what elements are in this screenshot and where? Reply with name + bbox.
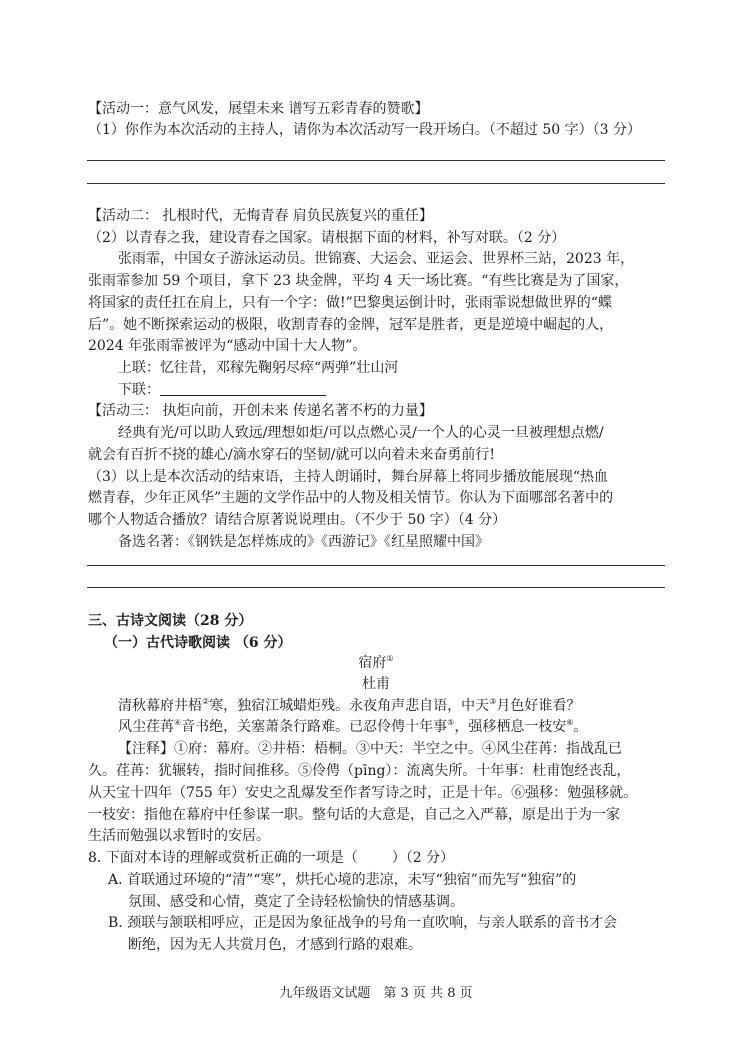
material-line-5: 2024 年张雨霏被评为“感动中国十大人物”。 <box>88 338 367 354</box>
question-8-stem <box>88 849 454 867</box>
material-line-3: 将国家的责任扛在肩上，只有一个字：做!”巴黎奥运倒计时，张雨霏说想做世界的“蝶 <box>88 295 612 311</box>
notes-line-3: 从天宝十四年（755 年）安史之乱爆发至作者写诗之时，正是十年。⑥强移：勉强移就。 <box>88 785 638 801</box>
material-line-4: 后”。她不断探索运动的极限，收割青春的金牌，冠军是胜者，更是逆境中崛起的人， <box>88 317 614 333</box>
poem-title <box>326 654 426 672</box>
activity1-question: （1）你作为本次活动的主持人，请你为本次活动写一段开场白。（不超过 50 字）（3 分） <box>88 122 641 138</box>
activity3-heading: 【活动三： 执炬向前，开创未来 传递名著不朽的力量】 <box>88 403 433 419</box>
couplet-upper: 上联：忆往昔，邓稼先鞠躬尽瘁“两弹”壮山河 <box>118 360 399 376</box>
note-marker-4: ④ <box>174 718 182 727</box>
page-footer: 九年级语文试题 第 3 页 共 8 页 <box>279 986 473 1001</box>
closing-poem-line-1: 经典有光/可以助人致远/理想如炬/可以点燃心灵/一个人的心灵一旦被理想点燃/ <box>118 425 604 441</box>
poem-line-1-a: 清秋幕府井梧 <box>118 698 202 714</box>
notes-line-2: 久。荏苒：犹辗转，指时间推移。⑤伶俜（pīng）：流离失所。十年事：杜甫饱经丧乱， <box>88 763 631 779</box>
activity3-question-line-2: 燃青春，少年正风华”主题的文学作品中的人物及相关情节。你认为下面哪部名著中的 <box>88 490 614 506</box>
couplet-lower-blank[interactable] <box>160 381 326 396</box>
poem-title-note: ① <box>386 654 394 663</box>
note-marker-6: ⑥ <box>566 718 574 727</box>
closing-poem-line-2: 就会有百折不挠的雄心/滴水穿石的坚韧/就可以向着未来奋勇前行! <box>88 447 496 463</box>
section-title: 三、古诗文阅读（28 分） <box>88 613 253 629</box>
question-8-stem-b: ）（2 分） <box>391 850 455 866</box>
activity2-question: （2）以青春之我，建设青春之国家。请根据下面的材料，补写对联。（2 分） <box>88 230 566 246</box>
question-8-stem-a: 8. 下面对本诗的理解或赏析正确的一项是（ <box>88 850 358 866</box>
poem-title-text: 宿府 <box>358 655 387 671</box>
note-marker-3: ③ <box>489 697 497 706</box>
couplet-lower-label: 下联： <box>118 382 160 398</box>
notes-line-1: 【注释】①府：幕府。②井梧：梧桐。③中天：半空之中。④风尘荏苒：指战乱已 <box>118 741 622 757</box>
notes-line-4: 一枝安：指他在幕府中任参谋一职。整句话的大意是，自己之入严幕，原是出于为一家 <box>88 807 620 823</box>
subsection-title: （一）古代诗歌阅读 （6 分） <box>104 635 292 651</box>
answer-line-4 <box>87 587 665 588</box>
poem-line-1-c: 月色好谁看？ <box>496 698 581 714</box>
option-a-line-1: A. 首联通过环境的“清”“寒”，烘托心境的悲凉，未写“独宿”而先写“独宿”的 <box>108 872 577 888</box>
poem-line-1 <box>118 697 580 715</box>
material-line-2: 张雨霏参加 59 个项目，拿下 23 块金牌，平均 4 天一场比赛。“有些比赛是为了国家， <box>88 273 629 289</box>
material-line-1: 张雨霏，中国女子游泳运动员。世锦赛、大运会、亚运会、世界杯三站，2023 年， <box>118 251 635 267</box>
poem-author: 杜甫 <box>362 676 390 692</box>
option-b-line-1: B. 颈联与颔联相呼应，正是因为象征战争的号角一直吹响，与亲人联系的音书才会 <box>108 915 618 931</box>
poem-line-2 <box>118 718 588 736</box>
answer-line-3 <box>87 565 665 566</box>
note-marker-2: ② <box>202 697 210 706</box>
activity2-heading: 【活动二： 扎根时代，无悔青春 肩负民族复兴的重任】 <box>88 208 433 224</box>
activity3-question-line-1: （3）以上是本次活动的结束语，主持人朗诵时，舞台屏幕上将同步播放能展现“热血 <box>88 469 609 485</box>
notes-line-5: 生活而勉强以求暂时的安居。 <box>88 828 270 844</box>
poem-line-1-b: 寒，独宿江城蜡炬残。永夜角声悲自语，中天 <box>209 698 490 714</box>
poem-line-2-c: ，强移栖息一枝安 <box>454 719 567 735</box>
poem-line-2-d: 。 <box>573 719 588 735</box>
poem-line-2-b: 音书绝，关塞萧条行路难。已忍伶俜十年事 <box>181 719 448 735</box>
poem-line-2-a: 风尘荏苒 <box>118 719 174 735</box>
note-marker-5: ⑤ <box>447 718 455 727</box>
option-a-line-2: 氛围、感受和心情，奠定了全诗轻松愉快的情感基调。 <box>128 894 464 910</box>
activity1-heading: 【活动一：意气风发，展望未来 谱写五彩青春的赞歌】 <box>88 101 429 117</box>
activity3-question-line-3: 哪个人物适合播放？请结合原著说说理由。（不少于 50 字）（4 分） <box>88 512 507 528</box>
option-b-line-2: 断绝，因为无人共赏月色，才感到行路的艰难。 <box>128 937 422 953</box>
answer-line-1 <box>87 160 665 161</box>
couplet-lower <box>118 381 326 399</box>
answer-line-2 <box>87 183 665 184</box>
candidate-books: 备选名著：《钢铁是怎样炼成的》《西游记》《红星照耀中国》 <box>118 534 489 550</box>
